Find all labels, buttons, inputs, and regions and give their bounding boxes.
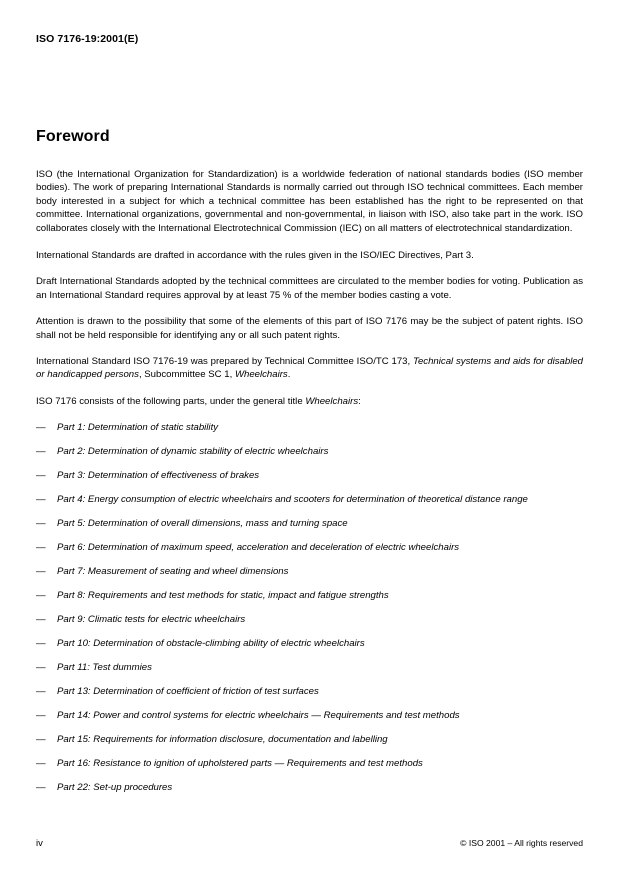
prepared-by-text-3: . [287,369,291,381]
prepared-by-text-2: , Subcommittee SC 1, [138,369,235,381]
list-item-label: Part 16: Resistance to ignition of upholstered parts — Requirements and test methods [57,758,423,770]
list-item [36,565,583,578]
em-dash-marker: — [36,614,46,626]
list-item-label: Part 13: Determination of coefficient of friction of test surfaces [57,686,319,698]
list-item-label: Part 3: Determination of effectiveness of brakes [57,470,260,482]
page-content [36,128,583,805]
em-dash-marker: — [36,590,46,602]
paragraph-drafting-rules: International Standards are drafted in accordance with the rules given in the ISO/IEC Directives, Part 3. [36,250,474,262]
list-item-label: Part 1: Determination of static stability [57,422,219,434]
list-item-label: Part 5: Determination of overall dimensions, mass and turning space [57,518,348,530]
em-dash-marker: — [36,638,46,650]
list-item [36,589,583,602]
list-item [36,493,583,506]
paragraph-parts-intro [36,395,583,408]
list-item [36,637,583,650]
list-item-label: Part 15: Requirements for information disclosure, documentation and labelling [57,734,388,746]
list-item-label: Part 9: Climatic tests for electric wheelchairs [57,614,246,626]
em-dash-marker: — [36,494,46,506]
list-item [36,709,583,722]
list-item [36,469,583,482]
em-dash-marker: — [36,734,46,746]
subcommittee-title: Wheelchairs [234,369,288,381]
em-dash-marker: — [36,686,46,698]
list-item-label: Part 6: Determination of maximum speed, acceleration and deceleration of electric wheelchairs [57,542,460,554]
list-item-label: Part 11: Test dummies [57,662,152,674]
parts-list [36,421,583,794]
list-item-label: Part 8: Requirements and test methods for static, impact and fatigue strengths [57,590,389,602]
em-dash-marker: — [36,422,46,434]
list-item [36,685,583,698]
list-item [36,661,583,674]
list-item [36,445,583,458]
committee-title: Technical systems and aids for disabled or handicapped persons [36,356,583,381]
em-dash-marker: — [36,446,46,458]
em-dash-marker: — [36,710,46,722]
list-item [36,781,583,794]
em-dash-marker: — [36,662,46,674]
list-item-label: Part 2: Determination of dynamic stability of electric wheelchairs [57,446,329,458]
parts-intro-text-1: ISO 7176 consists of the following parts, under the general title [36,395,306,407]
running-head: ISO 7176-19:2001(E) [36,33,139,45]
page-footer [36,838,583,849]
list-item-label: Part 22: Set-up procedures [57,782,173,794]
paragraph-draft-approval: Draft International Standards adopted by the technical committees are circulated to the member bodies for voting. Publication as an International Standard requires approval by at least 75 % of the member bodies casting a vote. [36,276,583,301]
em-dash-marker: — [36,470,46,482]
page-title: Foreword [36,128,110,145]
em-dash-marker: — [36,758,46,770]
em-dash-marker: — [36,518,46,530]
paragraph-patent-rights: Attention is drawn to the possibility that some of the elements of this part of ISO 7176 may be the subject of patent rights. ISO shall not be held responsible for identifying any or all such patent rights. [36,316,583,341]
em-dash-marker: — [36,566,46,578]
list-item-label: Part 7: Measurement of seating and wheel dimensions [57,566,289,578]
em-dash-marker: — [36,542,46,554]
parts-intro-text-2: : [358,395,361,407]
paragraph-iso-description: ISO (the International Organization for Standardization) is a worldwide federation of national standards bodies (ISO member bodies). The work of preparing International Standards is normally carried out through ISO technical committees. Each member body interested in a subject for which a technical committee has been established has the right to be represented on that committee. International organizations, governmental and non-governmental, in liaison with ISO, also take part in the work. ISO collaborates closely with the International Electrotechnical Commission (IEC) on all matters of electrotechnical standardization. [36,169,583,234]
em-dash-marker: — [36,782,46,794]
paragraph-prepared-by [36,355,583,382]
list-item-label: Part 14: Power and control systems for electric wheelchairs — Requirements and test methods [57,710,460,722]
list-item [36,421,583,434]
list-item-label: Part 10: Determination of obstacle-climbing ability of electric wheelchairs [57,638,365,650]
list-item [36,517,583,530]
prepared-by-text-1: International Standard ISO 7176-19 was prepared by Technical Committee ISO/TC 173, [36,356,413,368]
list-item [36,733,583,746]
list-item-label: Part 4: Energy consumption of electric wheelchairs and scooters for determination of theoretical distance range [57,494,528,506]
list-item [36,541,583,554]
copyright-notice: © ISO 2001 – All rights reserved [460,838,583,848]
list-item [36,757,583,770]
page-number: iv [36,838,43,849]
general-title: Wheelchairs [305,395,359,407]
list-item [36,613,583,626]
